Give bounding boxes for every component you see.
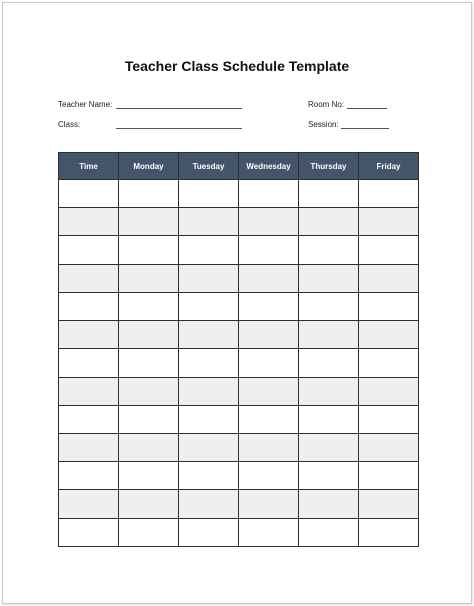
schedule-cell-wednesday[interactable] <box>239 321 299 349</box>
schedule-cell-time[interactable] <box>59 180 119 208</box>
schedule-cell-tuesday[interactable] <box>179 405 239 433</box>
schedule-cell-monday[interactable] <box>119 292 179 320</box>
schedule-body <box>59 180 419 547</box>
table-row <box>59 377 419 405</box>
table-row <box>59 180 419 208</box>
schedule-cell-friday[interactable] <box>359 518 419 546</box>
schedule-cell-time[interactable] <box>59 349 119 377</box>
schedule-cell-tuesday[interactable] <box>179 180 239 208</box>
schedule-cell-thursday[interactable] <box>299 264 359 292</box>
schedule-cell-time[interactable] <box>59 518 119 546</box>
schedule-cell-thursday[interactable] <box>299 292 359 320</box>
schedule-cell-thursday[interactable] <box>299 518 359 546</box>
schedule-cell-friday[interactable] <box>359 377 419 405</box>
schedule-cell-friday[interactable] <box>359 405 419 433</box>
schedule-cell-friday[interactable] <box>359 433 419 461</box>
schedule-cell-thursday[interactable] <box>299 377 359 405</box>
schedule-cell-friday[interactable] <box>359 264 419 292</box>
schedule-cell-wednesday[interactable] <box>239 518 299 546</box>
class-label: Class: <box>58 120 81 129</box>
header-wednesday: Wednesday <box>239 153 299 180</box>
schedule-cell-monday[interactable] <box>119 490 179 518</box>
table-row <box>59 518 419 546</box>
schedule-cell-time[interactable] <box>59 264 119 292</box>
schedule-cell-wednesday[interactable] <box>239 405 299 433</box>
schedule-cell-thursday[interactable] <box>299 180 359 208</box>
teacher-name-field[interactable] <box>116 108 242 109</box>
room-no-label: Room No: <box>308 100 345 109</box>
table-row <box>59 349 419 377</box>
schedule-cell-thursday[interactable] <box>299 208 359 236</box>
page-title: Teacher Class Schedule Template <box>124 58 350 74</box>
schedule-cell-thursday[interactable] <box>299 321 359 349</box>
schedule-cell-tuesday[interactable] <box>179 462 239 490</box>
schedule-cell-tuesday[interactable] <box>179 518 239 546</box>
schedule-cell-tuesday[interactable] <box>179 433 239 461</box>
schedule-cell-monday[interactable] <box>119 405 179 433</box>
table-row <box>59 264 419 292</box>
schedule-cell-monday[interactable] <box>119 208 179 236</box>
teacher-name-label: Teacher Name: <box>58 100 113 109</box>
schedule-cell-friday[interactable] <box>359 292 419 320</box>
schedule-cell-monday[interactable] <box>119 349 179 377</box>
schedule-cell-wednesday[interactable] <box>239 377 299 405</box>
schedule-cell-tuesday[interactable] <box>179 490 239 518</box>
session-label: Session: <box>308 120 339 129</box>
header-tuesday: Tuesday <box>179 153 239 180</box>
schedule-cell-monday[interactable] <box>119 377 179 405</box>
room-no-field[interactable] <box>347 108 387 109</box>
schedule-cell-tuesday[interactable] <box>179 292 239 320</box>
header-monday: Monday <box>119 153 179 180</box>
schedule-cell-thursday[interactable] <box>299 433 359 461</box>
schedule-cell-monday[interactable] <box>119 462 179 490</box>
schedule-cell-time[interactable] <box>59 490 119 518</box>
schedule-cell-time[interactable] <box>59 433 119 461</box>
table-row <box>59 321 419 349</box>
schedule-cell-wednesday[interactable] <box>239 264 299 292</box>
schedule-cell-friday[interactable] <box>359 349 419 377</box>
table-row <box>59 490 419 518</box>
schedule-cell-monday[interactable] <box>119 180 179 208</box>
schedule-cell-tuesday[interactable] <box>179 264 239 292</box>
session-field[interactable] <box>341 128 389 129</box>
schedule-cell-wednesday[interactable] <box>239 490 299 518</box>
schedule-cell-wednesday[interactable] <box>239 462 299 490</box>
schedule-cell-friday[interactable] <box>359 490 419 518</box>
schedule-cell-friday[interactable] <box>359 208 419 236</box>
schedule-cell-wednesday[interactable] <box>239 180 299 208</box>
schedule-cell-thursday[interactable] <box>299 349 359 377</box>
schedule-cell-friday[interactable] <box>359 462 419 490</box>
table-row <box>59 462 419 490</box>
schedule-cell-thursday[interactable] <box>299 462 359 490</box>
table-row <box>59 236 419 264</box>
schedule-cell-tuesday[interactable] <box>179 349 239 377</box>
schedule-cell-time[interactable] <box>59 236 119 264</box>
schedule-cell-time[interactable] <box>59 377 119 405</box>
schedule-cell-friday[interactable] <box>359 180 419 208</box>
header-thursday: Thursday <box>299 153 359 180</box>
schedule-cell-wednesday[interactable] <box>239 292 299 320</box>
table-header-row <box>59 153 419 180</box>
schedule-cell-time[interactable] <box>59 321 119 349</box>
table-row <box>59 208 419 236</box>
schedule-cell-time[interactable] <box>59 208 119 236</box>
schedule-cell-friday[interactable] <box>359 236 419 264</box>
schedule-cell-monday[interactable] <box>119 321 179 349</box>
schedule-cell-tuesday[interactable] <box>179 208 239 236</box>
schedule-cell-tuesday[interactable] <box>179 321 239 349</box>
header-friday: Friday <box>359 153 419 180</box>
schedule-cell-wednesday[interactable] <box>239 433 299 461</box>
schedule-cell-thursday[interactable] <box>299 236 359 264</box>
schedule-cell-wednesday[interactable] <box>239 208 299 236</box>
schedule-cell-monday[interactable] <box>119 236 179 264</box>
table-row <box>59 292 419 320</box>
header-time: Time <box>59 153 119 180</box>
schedule-cell-wednesday[interactable] <box>239 349 299 377</box>
schedule-cell-monday[interactable] <box>119 518 179 546</box>
schedule-cell-monday[interactable] <box>119 264 179 292</box>
schedule-table <box>58 152 419 547</box>
schedule-cell-monday[interactable] <box>119 433 179 461</box>
schedule-cell-time[interactable] <box>59 292 119 320</box>
schedule-cell-time[interactable] <box>59 405 119 433</box>
schedule-cell-tuesday[interactable] <box>179 236 239 264</box>
schedule-cell-thursday[interactable] <box>299 490 359 518</box>
class-field[interactable] <box>116 128 242 129</box>
table-row <box>59 433 419 461</box>
schedule-cell-tuesday[interactable] <box>179 377 239 405</box>
table-row <box>59 405 419 433</box>
schedule-cell-friday[interactable] <box>359 321 419 349</box>
schedule-cell-wednesday[interactable] <box>239 236 299 264</box>
schedule-cell-thursday[interactable] <box>299 405 359 433</box>
schedule-cell-time[interactable] <box>59 462 119 490</box>
